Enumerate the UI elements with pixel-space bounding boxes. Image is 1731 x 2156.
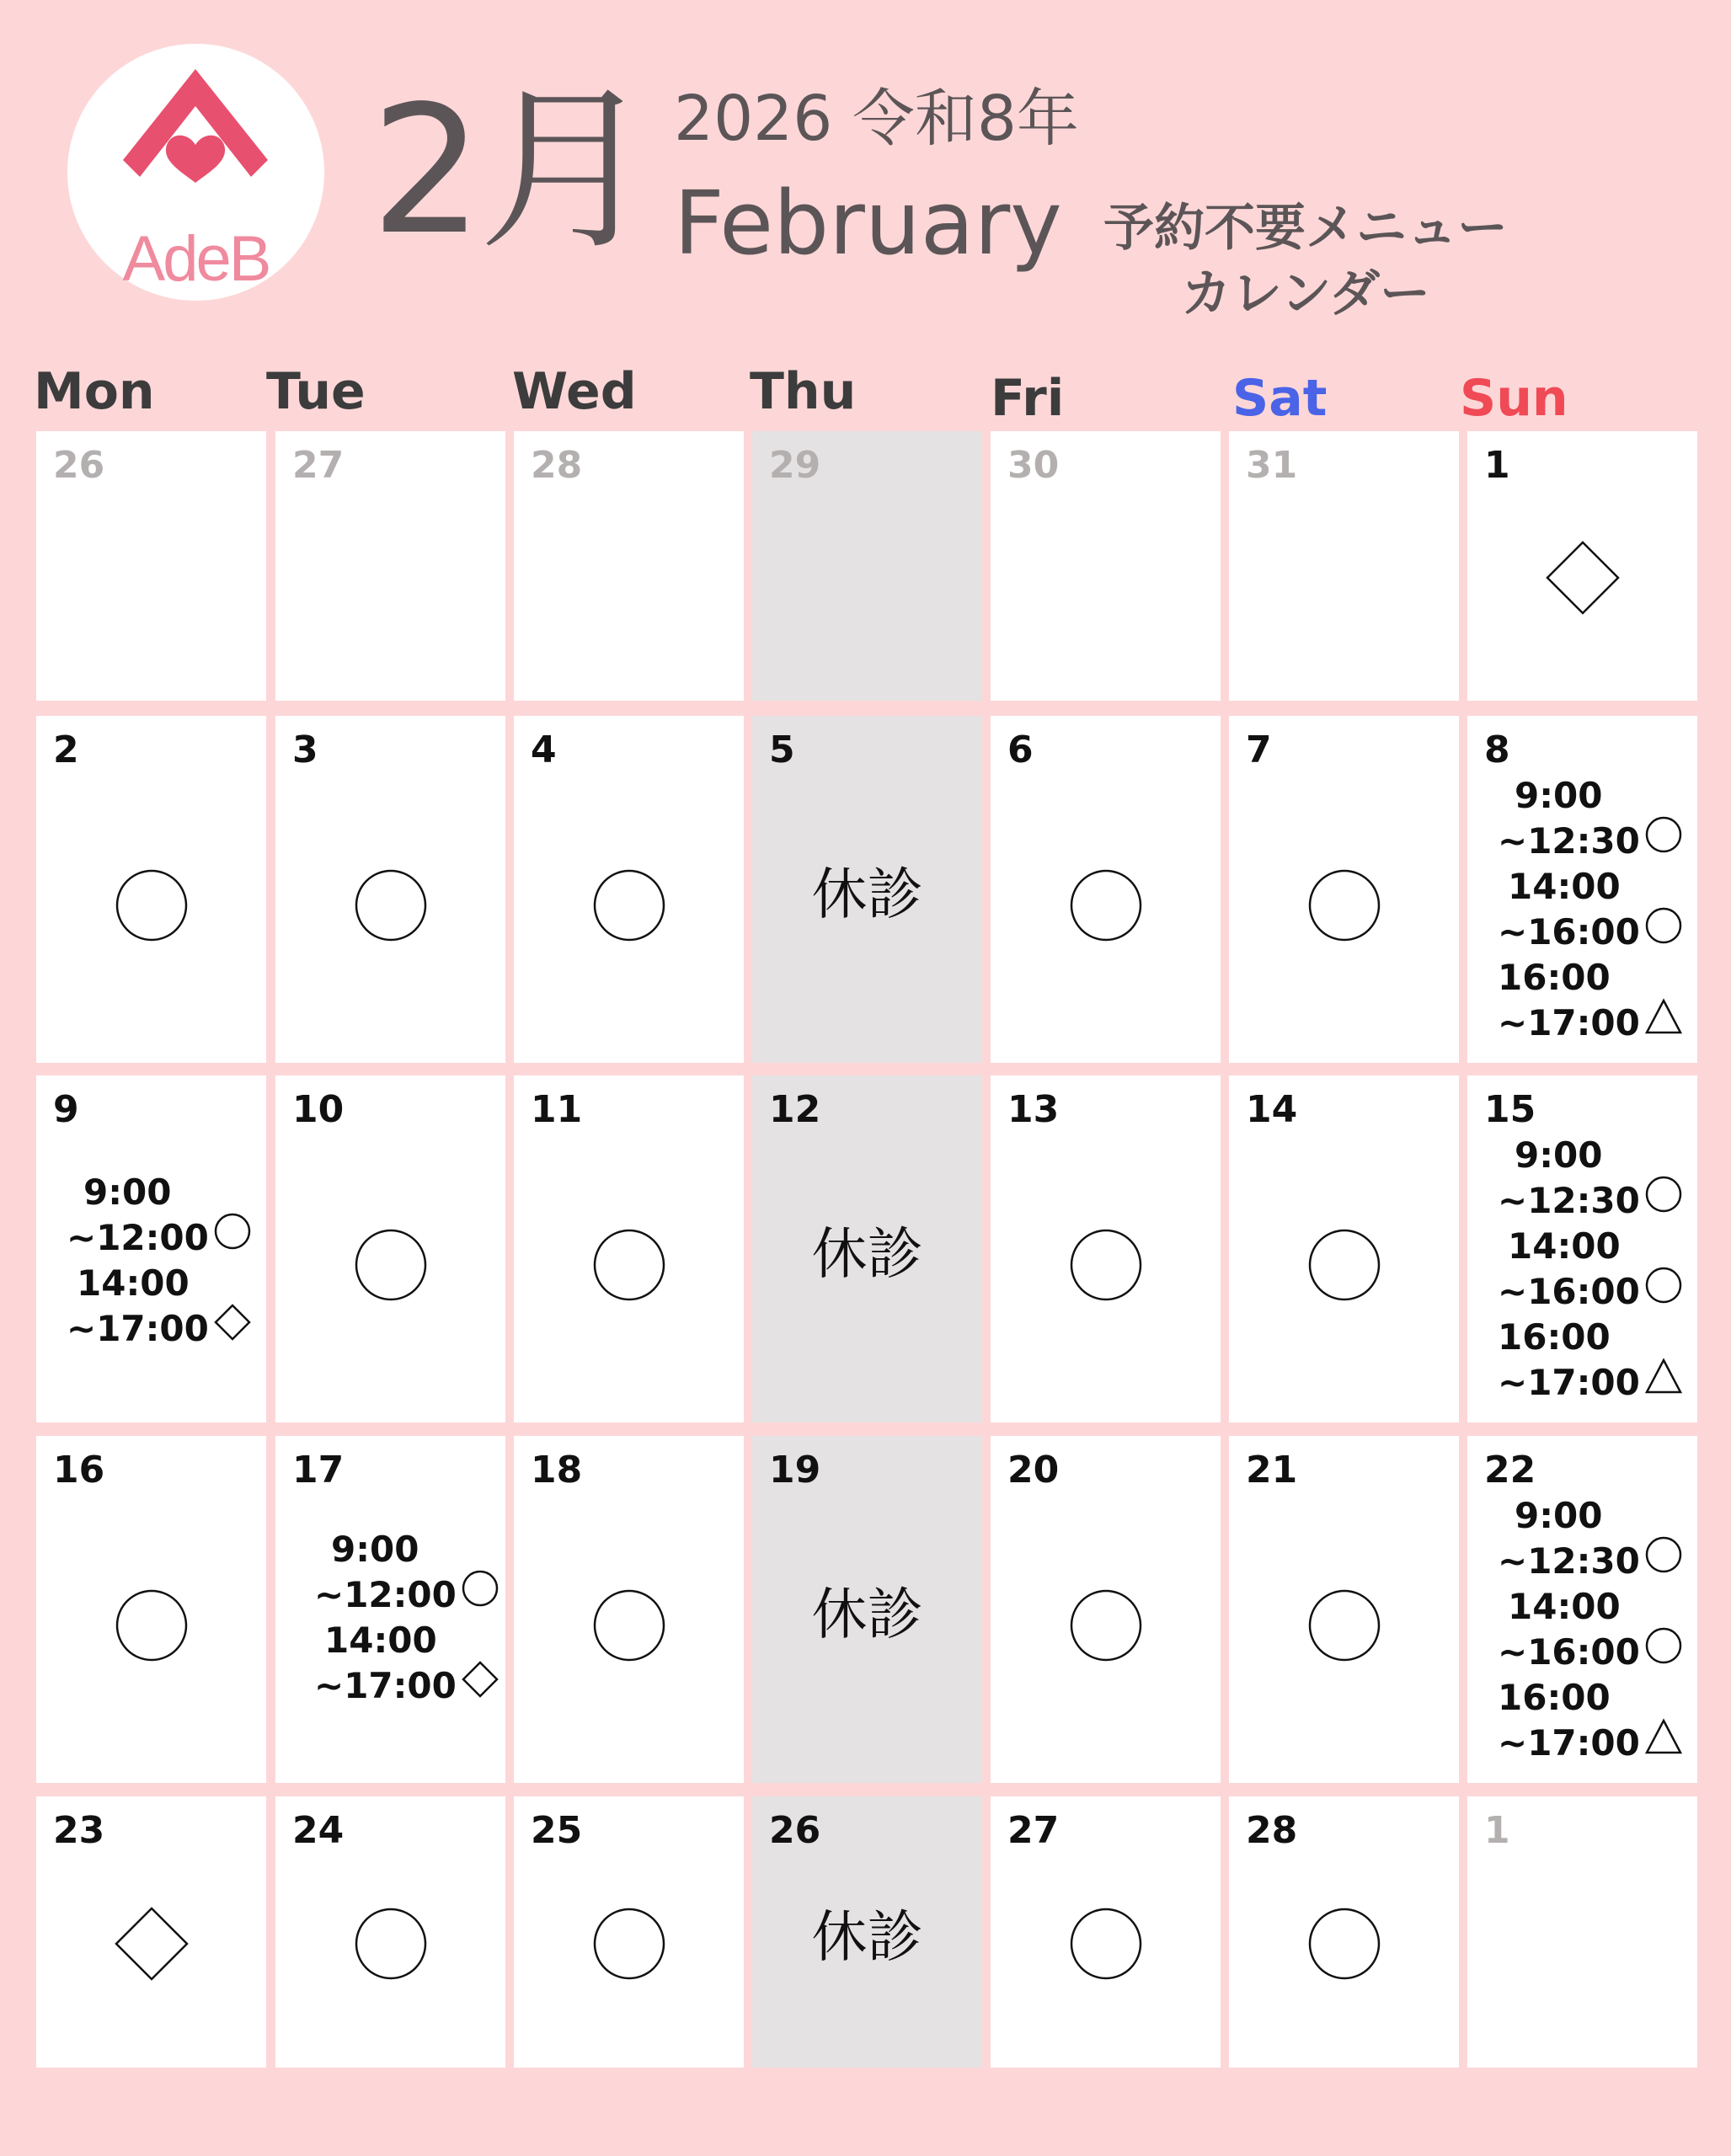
- time-schedule: [67, 1170, 251, 1352]
- weekday-sat: Sat: [1232, 369, 1328, 428]
- closed-label: 休診: [811, 1221, 923, 1287]
- slot-end-time: [1498, 1001, 1682, 1046]
- available-circle-icon: [1070, 1229, 1142, 1305]
- slot-end-time: [1498, 1630, 1682, 1675]
- slot-end-label: ~16:00: [1498, 1631, 1640, 1673]
- slot-start-time: 9:00: [1515, 1134, 1603, 1176]
- slot-end-label: ~12:30: [1498, 1540, 1640, 1582]
- slot-end-time: [1498, 1178, 1682, 1224]
- day-cell: [991, 431, 1221, 701]
- day-cell: [1467, 716, 1697, 1063]
- slot-end-label: ~17:00: [1498, 1362, 1640, 1403]
- day-cell: [1229, 1436, 1459, 1783]
- month-english: February: [674, 172, 1062, 275]
- day-number: 1: [1484, 1809, 1510, 1852]
- triangle-icon: [1645, 998, 1682, 1046]
- slot-end-label: ~12:30: [1498, 820, 1640, 862]
- day-cell: [514, 1796, 744, 2068]
- day-cell: [1467, 1796, 1697, 2068]
- weekday-tue: Tue: [266, 362, 366, 421]
- day-number: 25: [531, 1809, 583, 1852]
- slot-end-label: ~17:00: [1498, 1002, 1640, 1043]
- slot-start-time: 16:00: [1498, 1316, 1611, 1358]
- day-cell: [991, 716, 1221, 1063]
- day-cell: [1467, 1436, 1697, 1783]
- time-schedule: [1498, 773, 1682, 1046]
- month-number: 2月: [371, 67, 650, 274]
- circle-icon: [462, 1570, 499, 1618]
- day-cell: [36, 431, 266, 701]
- triangle-icon: [1645, 1718, 1682, 1766]
- slot-start-time: 9:00: [1515, 775, 1603, 816]
- day-cell: [275, 431, 505, 701]
- slot-end-label: ~12:30: [1498, 1180, 1640, 1221]
- diamond-icon: [214, 1304, 251, 1352]
- triangle-icon: [1645, 1358, 1682, 1406]
- day-number: 13: [1007, 1088, 1060, 1131]
- time-schedule: [1498, 1493, 1682, 1766]
- slot-end-time: [1498, 1269, 1682, 1315]
- slot-end-label: ~17:00: [1498, 1722, 1640, 1764]
- day-cell: [275, 716, 505, 1063]
- available-circle-icon: [1308, 1908, 1381, 1983]
- diamond-icon: [462, 1661, 499, 1709]
- available-circle-icon: [1070, 1589, 1142, 1665]
- day-number: 27: [292, 444, 345, 487]
- slot-start-time: 16:00: [1498, 1677, 1611, 1718]
- day-number: 31: [1246, 444, 1298, 487]
- circle-icon: [1645, 1267, 1682, 1315]
- day-number: 23: [53, 1809, 105, 1852]
- day-number: 15: [1484, 1088, 1536, 1131]
- day-number: 26: [769, 1809, 821, 1852]
- available-circle-icon: [593, 1908, 665, 1983]
- day-cell: [1467, 1075, 1697, 1422]
- day-cell: [752, 1075, 982, 1422]
- slot-end-time: [1498, 1360, 1682, 1406]
- day-cell: [1229, 1796, 1459, 2068]
- available-circle-icon: [355, 869, 427, 945]
- day-cell: [275, 1796, 505, 2068]
- circle-icon: [1645, 907, 1682, 955]
- available-circle-icon: [355, 1229, 427, 1305]
- day-number: 18: [531, 1449, 583, 1492]
- day-number: 6: [1007, 728, 1034, 771]
- day-cell: [752, 1436, 982, 1783]
- day-cell: [752, 716, 982, 1063]
- day-number: 22: [1484, 1449, 1536, 1492]
- day-number: 19: [769, 1449, 821, 1492]
- day-cell: [514, 431, 744, 701]
- subtitle-line-1: 予約不要メニュー: [1103, 199, 1508, 258]
- day-cell: [514, 716, 744, 1063]
- slot-end-time: [1498, 819, 1682, 864]
- time-schedule: [314, 1527, 499, 1709]
- slot-end-time: [67, 1215, 251, 1261]
- day-number: 3: [292, 728, 318, 771]
- day-number: 26: [53, 444, 105, 487]
- day-cell: [752, 431, 982, 701]
- day-number: 16: [53, 1449, 105, 1492]
- slot-end-label: ~16:00: [1498, 1271, 1640, 1312]
- day-cell: [1467, 431, 1697, 701]
- circle-icon: [1645, 1176, 1682, 1224]
- clinic-logo: [67, 44, 324, 301]
- available-circle-icon: [115, 869, 188, 945]
- day-number: 10: [292, 1088, 345, 1131]
- slot-end-time: [1498, 1539, 1682, 1584]
- day-number: 4: [531, 728, 557, 771]
- day-cell: [1229, 716, 1459, 1063]
- slot-start-time: 14:00: [1508, 1586, 1621, 1627]
- logo-text: AdeB: [122, 223, 270, 295]
- day-cell: [36, 716, 266, 1063]
- weekday-fri: Fri: [991, 369, 1065, 428]
- day-number: 21: [1246, 1449, 1298, 1492]
- weekday-thu: Thu: [750, 362, 857, 421]
- day-cell: [991, 1796, 1221, 2068]
- day-cell: [275, 1436, 505, 1783]
- weekday-wed: Wed: [512, 362, 637, 421]
- day-cell: [36, 1796, 266, 2068]
- slot-start-time: 9:00: [1515, 1495, 1603, 1536]
- circle-icon: [214, 1213, 251, 1261]
- closed-label: 休診: [811, 1904, 923, 1970]
- slot-end-time: [1498, 1721, 1682, 1766]
- day-cell: [752, 1796, 982, 2068]
- available-circle-icon: [115, 1589, 188, 1665]
- day-number: 8: [1484, 728, 1510, 771]
- year-label: 2026 令和8年: [674, 83, 1079, 155]
- available-circle-icon: [593, 1229, 665, 1305]
- day-number: 11: [531, 1088, 583, 1131]
- slot-end-time: [314, 1572, 499, 1618]
- day-number: 5: [769, 728, 795, 771]
- slot-start-time: 9:00: [83, 1171, 172, 1213]
- day-cell: [1229, 1075, 1459, 1422]
- available-circle-icon: [1308, 1589, 1381, 1665]
- day-number: 12: [769, 1088, 821, 1131]
- closed-label: 休診: [811, 862, 923, 927]
- day-cell: [36, 1436, 266, 1783]
- day-number: 1: [1484, 444, 1510, 487]
- day-cell: [36, 1075, 266, 1422]
- circle-icon: [1645, 816, 1682, 864]
- slot-end-time: [67, 1306, 251, 1352]
- day-cell: [514, 1075, 744, 1422]
- day-number: 14: [1246, 1088, 1298, 1131]
- day-number: 7: [1246, 728, 1272, 771]
- slot-start-time: 14:00: [324, 1620, 437, 1661]
- time-schedule: [1498, 1133, 1682, 1406]
- day-number: 2: [53, 728, 79, 771]
- closed-label: 休診: [811, 1582, 923, 1647]
- available-circle-icon: [355, 1908, 427, 1983]
- available-circle-icon: [593, 869, 665, 945]
- diamond-icon: [1546, 541, 1620, 618]
- diamond-icon: [115, 1907, 189, 1984]
- day-number: 30: [1007, 444, 1060, 487]
- slot-end-time: [314, 1663, 499, 1709]
- day-number: 9: [53, 1088, 79, 1131]
- calendar-subtitle: [1070, 195, 1541, 327]
- weekday-mon: Mon: [34, 362, 155, 421]
- slot-end-label: ~12:00: [314, 1574, 457, 1615]
- available-circle-icon: [1308, 1229, 1381, 1305]
- day-number: 17: [292, 1449, 345, 1492]
- day-cell: [275, 1075, 505, 1422]
- day-cell: [991, 1436, 1221, 1783]
- day-number: 27: [1007, 1809, 1060, 1852]
- slot-end-label: ~17:00: [67, 1308, 209, 1349]
- available-circle-icon: [1070, 869, 1142, 945]
- slot-start-time: 9:00: [331, 1529, 419, 1570]
- slot-end-label: ~17:00: [314, 1665, 457, 1706]
- day-cell: [514, 1436, 744, 1783]
- available-circle-icon: [1070, 1908, 1142, 1983]
- slot-end-label: ~12:00: [67, 1217, 209, 1258]
- day-number: 24: [292, 1809, 345, 1852]
- circle-icon: [1645, 1627, 1682, 1675]
- slot-end-label: ~16:00: [1498, 911, 1640, 953]
- circle-icon: [1645, 1536, 1682, 1584]
- day-number: 28: [531, 444, 583, 487]
- subtitle-line-2: カレンダー: [1180, 264, 1431, 323]
- slot-start-time: 16:00: [1498, 957, 1611, 998]
- slot-start-time: 14:00: [1508, 1225, 1621, 1267]
- day-number: 20: [1007, 1449, 1060, 1492]
- weekday-sun: Sun: [1460, 369, 1568, 428]
- day-cell: [991, 1075, 1221, 1422]
- available-circle-icon: [593, 1589, 665, 1665]
- day-cell: [1229, 431, 1459, 701]
- slot-end-time: [1498, 910, 1682, 955]
- slot-start-time: 14:00: [77, 1262, 190, 1304]
- slot-start-time: 14:00: [1508, 866, 1621, 907]
- available-circle-icon: [1308, 869, 1381, 945]
- day-number: 28: [1246, 1809, 1298, 1852]
- day-number: 29: [769, 444, 821, 487]
